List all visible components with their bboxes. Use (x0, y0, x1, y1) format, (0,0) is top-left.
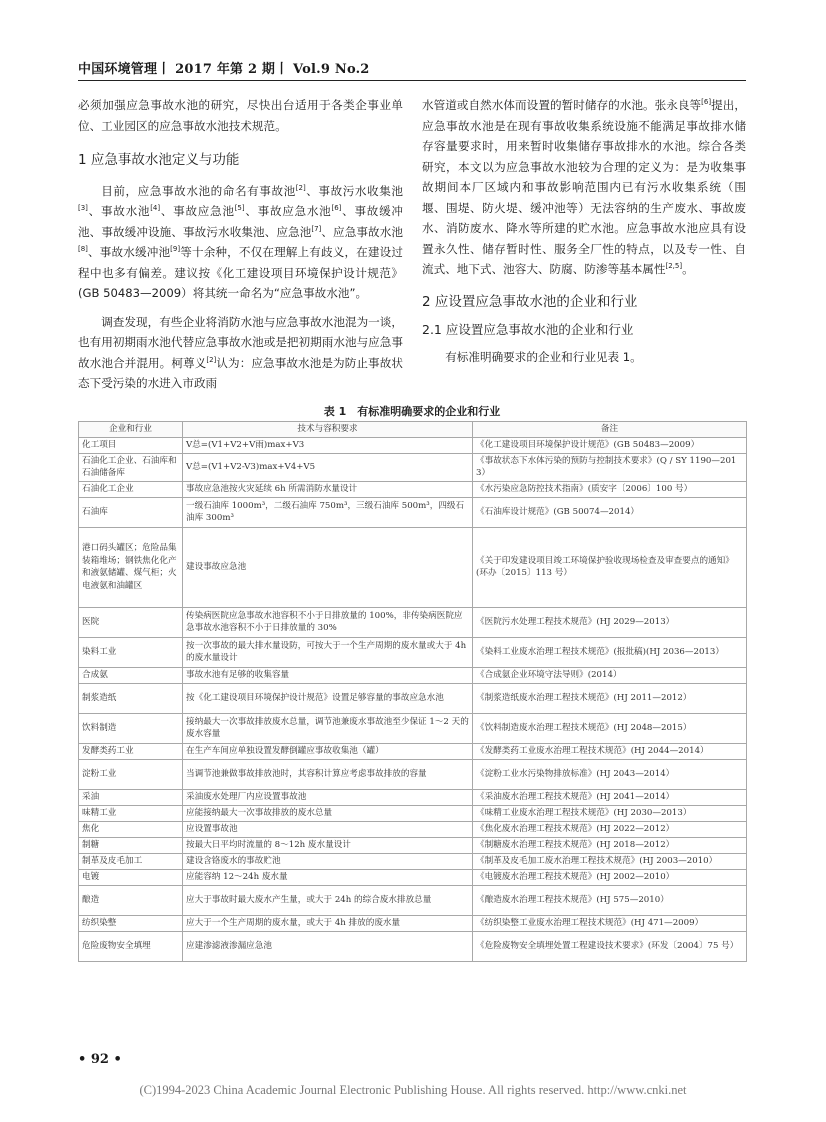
industry-cell: 石油化工企业 (79, 481, 183, 497)
industry-cell: 酿造 (79, 885, 183, 915)
requirement-cell: 事故水池有足够的收集容量 (183, 667, 473, 683)
table-header-row (79, 422, 747, 438)
requirement-cell: 应能容纳 12～24h 废水量 (183, 869, 473, 885)
table-row (79, 869, 747, 885)
table-row (79, 667, 747, 683)
industry-cell: 制浆造纸 (79, 683, 183, 713)
requirement-cell: 一级石油库 1000m³，二级石油库 750m³，三级石油库 500m³，四级石油库 300m³ (183, 497, 473, 527)
reference-cell: 《味精工业废水治理工程技术规范》(HJ 2030—2013） (473, 805, 747, 821)
industry-cell: 制糖 (79, 837, 183, 853)
header-rule (78, 80, 746, 81)
left-column (78, 95, 403, 394)
section-1-heading: 1 应急事故水池定义与功能 (78, 152, 240, 168)
table-row (79, 805, 747, 821)
requirement-cell: 在生产车间应单独设置发酵倒罐应事故收集池（罐） (183, 743, 473, 759)
running-header: 中国环境管理丨 2017 年第 2 期丨 Vol.9 No.2 (78, 62, 370, 77)
reference-cell: 《酿造废水治理工程技术规范》(HJ 575—2010） (473, 885, 747, 915)
requirement-cell: 接纳最大一次事故排放废水总量，调节池兼废水事故池至少保证 1～2 天的废水容量 (183, 713, 473, 743)
reference-cell: 《纺织染整工业废水治理工程技术规范》(HJ 471—2009） (473, 915, 747, 931)
reference-cell: 《电镀废水治理工程技术规范》(HJ 2002—2010） (473, 869, 747, 885)
reference-cell: 《石油库设计规范》(GB 50074—2014） (473, 497, 747, 527)
right-paragraph-1: 水管道或自然水体而设置的暂时储存的水池。张永良等[6]提出，应急事故水池是在现有事故收集系统设施不能满足事故排水储存容量要求时，用来暂时收集储存事故排水的水池。综合各类研究，本文以为应急事故水池较为合理的定义为：是为收集事故期间本厂区域内和事故影响范围内已有污水收集系统（围堰、围堤、防火堤、缓冲池等）无法容纳的生产废水、事故废水、消防废水、降水等所建的贮水池。应急事故水池应具有设置永久性、储存暂时性、服务全厂性的特点，以及专一性、自流式、地下式、池容大、防腐、防渗等基本属性[2,5]。 (422, 98, 746, 276)
industry-cell: 采油 (79, 789, 183, 805)
table-row (79, 683, 747, 713)
reference-cell: 《染料工业废水治理工程技术规范》(报批稿)(HJ 2036—2013） (473, 637, 747, 667)
header-cell: 技术与容积要求 (183, 422, 473, 438)
table-row (79, 853, 747, 869)
reference-cell: 《医院污水处理工程技术规范》(HJ 2029—2013） (473, 607, 747, 637)
industry-cell: 淀粉工业 (79, 759, 183, 789)
industry-cell: 危险废物安全填埋 (79, 931, 183, 961)
table-body (79, 437, 747, 961)
table-row (79, 759, 747, 789)
reference-cell: 《淀粉工业水污染物排放标准》(HJ 2043—2014） (473, 759, 747, 789)
reference-cell: 《制糖废水治理工程技术规范》(HJ 2018—2012） (473, 837, 747, 853)
requirement-cell: 按最大日平均时流量的 8～12h 废水量设计 (183, 837, 473, 853)
requirement-cell: 当调节池兼做事故排放池时，其容积计算应考虑事故排放的容量 (183, 759, 473, 789)
table-row (79, 931, 747, 961)
table-row (79, 481, 747, 497)
table-row (79, 743, 747, 759)
requirement-cell: 按《化工建设项目环境保护设计规范》设置足够容量的事故应急水池 (183, 683, 473, 713)
requirement-cell: 事故应急池按火灾延续 6h 所需消防水量设计 (183, 481, 473, 497)
reference-cell: 《水污染应急防控技术指南》(质安字〔2006〕100 号） (473, 481, 747, 497)
industry-cell: 石油库 (79, 497, 183, 527)
table-row (79, 821, 747, 837)
table-row (79, 527, 747, 607)
table-row (79, 713, 747, 743)
table-row (79, 453, 747, 481)
reference-cell: 《合成氨企业环境守法导则》(2014） (473, 667, 747, 683)
left-paragraph-2: 调查发现，有些企业将消防水池与应急事故水池混为一谈，也有用初期雨水池代替应急事故水池或是把初期雨水池与应急事故水池合并混用。柯尊义[2]认为：应急事故水池是为防止事故状态下受污染的水进入市政雨 (78, 314, 403, 390)
reference-cell: 《焦化废水治理工程技术规范》(HJ 2022—2012） (473, 821, 747, 837)
requirement-cell: V总=(V1+V2+V雨)max+V3 (183, 437, 473, 453)
requirement-cell: 应大于一个生产周期的废水量，或大于 4h 排放的废水量 (183, 915, 473, 931)
table-caption: 表 1 有标准明确要求的企业和行业 (323, 405, 501, 418)
requirement-cell: 建设含铬废水的事故贮池 (183, 853, 473, 869)
table-row (79, 607, 747, 637)
table-row (79, 437, 747, 453)
section-2-1-heading: 2.1 应设置应急事故水池的企业和行业 (422, 322, 634, 337)
reference-cell: 《化工建设项目环境保护设计规范》(GB 50483—2009） (473, 437, 747, 453)
industry-cell: 化工项目 (79, 437, 183, 453)
requirement-cell: 按一次事故的最大排水量设防，可按大于一个生产周期的废水量或大于 4h 的废水量设计 (183, 637, 473, 667)
table-row (79, 885, 747, 915)
industry-cell: 味精工业 (79, 805, 183, 821)
header-cell: 备注 (473, 422, 747, 438)
header-cell: 企业和行业 (79, 422, 183, 438)
requirement-cell: 应大于事故时最大废水产生量，或大于 24h 的综合废水排放总量 (183, 885, 473, 915)
requirement-cell: V总=(V1+V2-V3)max+V4+V5 (183, 453, 473, 481)
requirement-cell: 应建渗滤液渗漏应急池 (183, 931, 473, 961)
requirement-cell: 建设事故应急池 (183, 527, 473, 607)
reference-cell: 《制革及皮毛加工废水治理工程技术规范》(HJ 2003—2010） (473, 853, 747, 869)
copyright-footer: (C)1994-2023 China Academic Journal Electronic Publishing House. All rights reserved. http://www.cnki.net (139, 1083, 687, 1097)
industry-cell: 港口码头罐区；危险品集装箱堆场；钢铁焦化化产和液氨储罐、煤气柜；火电液氨和油罐区 (79, 527, 183, 607)
table-row (79, 837, 747, 853)
industry-cell: 纺织染整 (79, 915, 183, 931)
left-paragraph-1: 目前，应急事故水池的命名有事故池[2]、事故污水收集池[3]、事故水池[4]、事故应急池[5]、事故应急水池[6]、事故缓冲池、事故缓冲设施、事故污水收集池、应急池[7]、应急事故水池[8]、事故水缓冲池[9]等十余种，不仅在理解上有歧义，在建设过程中也多有偏差。建议按《化工建设项目环境保护设计规范》(GB 50483—2009）将其统一命名为“应急事故水池”。 (78, 183, 403, 300)
industry-cell: 饮料制造 (79, 713, 183, 743)
requirement-cell: 采油废水处理厂内应设置事故池 (183, 789, 473, 805)
requirement-cell: 传染病医院应急事故水池容积不小于日排放量的 100%，非传染病医院应急事故水池容积不小于日排放量的 30% (183, 607, 473, 637)
section-2-heading: 2 应设置应急事故水池的企业和行业 (422, 293, 638, 310)
standards-table (78, 421, 747, 962)
table-row (79, 497, 747, 527)
industry-cell: 发酵类药工业 (79, 743, 183, 759)
industry-cell: 制革及皮毛加工 (79, 853, 183, 869)
reference-cell: 《发酵类药工业废水治理工程技术规范》(HJ 2044—2014） (473, 743, 747, 759)
reference-cell: 《制浆造纸废水治理工程技术规范》(HJ 2011—2012） (473, 683, 747, 713)
reference-cell: 《事故状态下水体污染的预防与控制技术要求》(Q / SY 1190—2013） (473, 453, 747, 481)
industry-cell: 染料工业 (79, 637, 183, 667)
left-paragraph-0: 必须加强应急事故水池的研究，尽快出台适用于各类企事业单位、工业园区的应急事故水池技术规范。 (78, 98, 403, 133)
industry-cell: 焦化 (79, 821, 183, 837)
table-row (79, 915, 747, 931)
page-number: • 92 • (78, 1052, 122, 1067)
right-paragraph-2: 有标准明确要求的企业和行业见表 1。 (445, 349, 642, 364)
table-row (79, 789, 747, 805)
reference-cell: 《饮料制造废水治理工程技术规范》(HJ 2048—2015） (473, 713, 747, 743)
requirement-cell: 应设置事故池 (183, 821, 473, 837)
table-row (79, 637, 747, 667)
requirement-cell: 应能接纳最大一次事故排放的废水总量 (183, 805, 473, 821)
industry-cell: 合成氨 (79, 667, 183, 683)
industry-cell: 石油化工企业、石油库和石油储备库 (79, 453, 183, 481)
reference-cell: 《关于印发建设项目竣工环境保护验收现场检查及审查要点的通知》(环办〔2015〕113 号） (473, 527, 747, 607)
reference-cell: 《采油废水治理工程技术规范》(HJ 2041—2014） (473, 789, 747, 805)
industry-cell: 电镀 (79, 869, 183, 885)
right-column (422, 95, 746, 367)
reference-cell: 《危险废物安全填埋处置工程建设技术要求》(环发〔2004〕75 号） (473, 931, 747, 961)
industry-cell: 医院 (79, 607, 183, 637)
